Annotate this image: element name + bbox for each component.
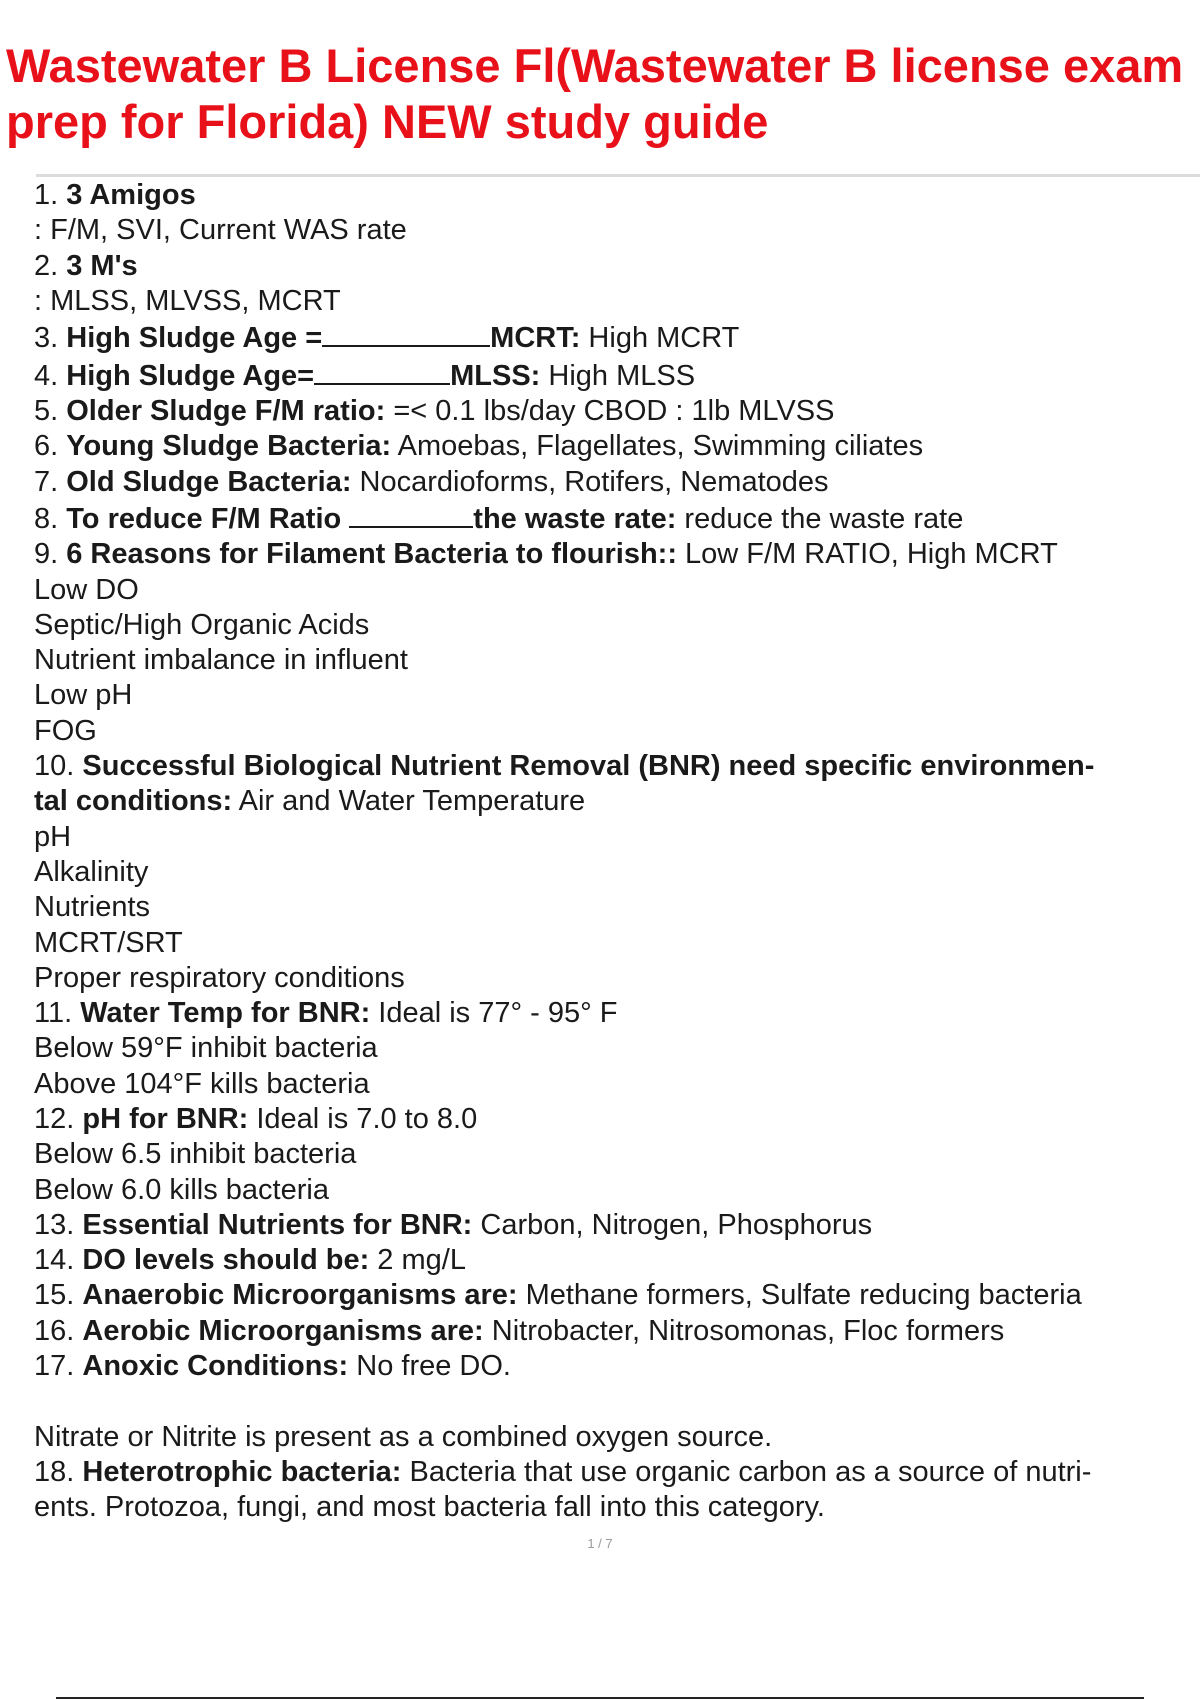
item-text: High MLSS <box>540 359 696 392</box>
document-title <box>6 38 1200 150</box>
question-10-continued <box>34 784 1194 819</box>
item-term: Successful Biological Nutrient Removal (BNR) need specific environmen- <box>82 750 1095 783</box>
item-number: 9. <box>34 538 59 571</box>
answer-line <box>34 573 1194 608</box>
item-text: 2 mg/L <box>369 1244 466 1277</box>
item-term: Heterotrophic bacteria: <box>82 1455 402 1488</box>
item-text: High MCRT <box>580 322 740 355</box>
item-number: 14. <box>34 1244 75 1277</box>
item-text: reduce the waste rate <box>676 502 964 535</box>
item-number: 8. <box>34 502 59 535</box>
item-text: Carbon, Nitrogen, Phosphorus <box>472 1208 873 1241</box>
item-number: 6. <box>34 430 59 463</box>
item-term: Anaerobic Microorganisms are: <box>82 1279 518 1312</box>
item-number: 7. <box>34 465 59 498</box>
item-text: Methane formers, Sulfate reducing bacteria <box>517 1279 1082 1312</box>
fill-in-blank <box>322 319 490 347</box>
answer-line <box>34 643 1194 678</box>
item-number: 10. <box>34 750 75 783</box>
answer-line <box>34 1137 1194 1172</box>
item-number: 2. <box>34 249 59 282</box>
item-text: MCRT/SRT <box>34 926 183 959</box>
answer-1 <box>34 213 1194 248</box>
item-term: 3 M's <box>66 249 138 282</box>
page-number: 1 / 7 <box>587 1536 613 1551</box>
question-9 <box>34 537 1194 572</box>
item-term: DO levels should be: <box>82 1244 370 1277</box>
item-text: Ideal is 7.0 to 8.0 <box>248 1103 478 1135</box>
item-text: Amoebas, Flagellates, Swimming ciliates <box>391 430 924 463</box>
item-term: Water Temp for BNR: <box>80 997 371 1030</box>
question-5 <box>34 394 1194 429</box>
item-text: ents. Protozoa, fungi, and most bacteria fall into this category. <box>34 1491 825 1524</box>
item-text: Alkalinity <box>34 855 149 888</box>
item-number: 15. <box>34 1279 75 1312</box>
item-term: To reduce F/M Ratio <box>66 502 350 535</box>
question-12 <box>34 1102 1194 1137</box>
title-divider <box>36 174 1200 177</box>
fill-in-blank <box>314 357 450 385</box>
answer-line <box>34 1173 1194 1208</box>
item-term: the waste rate: <box>473 502 677 535</box>
answer-line <box>34 1031 1194 1066</box>
question-10 <box>34 749 1194 784</box>
study-guide-content <box>34 178 1194 1526</box>
item-term: Aerobic Microorganisms are: <box>82 1314 484 1347</box>
item-text: Below 6.0 kills bacteria <box>34 1173 329 1206</box>
item-text: Low DO <box>34 573 139 606</box>
item-text: No free DO. <box>348 1350 511 1383</box>
answer-line <box>34 926 1194 961</box>
question-1 <box>34 178 1194 213</box>
item-text: Nitrobacter, Nitrosomonas, Floc formers <box>483 1314 1005 1347</box>
item-text: Above 104°F kills bacteria <box>34 1067 370 1100</box>
item-term: 6 Reasons for Filament Bacteria to flourish:: <box>66 538 677 571</box>
answer-2 <box>34 284 1194 319</box>
question-2 <box>34 249 1194 284</box>
title-line-1: Wastewater B License Fl(Wastewater B license exam <box>6 39 1184 92</box>
item-term: Essential Nutrients for BNR: <box>82 1208 473 1241</box>
fill-in-blank <box>349 500 473 528</box>
question-15 <box>34 1278 1194 1313</box>
item-text: : MLSS, MLVSS, MCRT <box>34 284 341 317</box>
item-term: MLSS: <box>450 359 541 392</box>
item-term: MCRT: <box>490 322 581 355</box>
item-text: Bacteria that use organic carbon as a source of nutri- <box>401 1455 1092 1488</box>
item-term: Older Sludge F/M ratio: <box>66 394 386 427</box>
item-text: Proper respiratory conditions <box>34 961 405 994</box>
question-4 <box>34 357 1194 394</box>
item-text: : F/M, SVI, Current WAS rate <box>34 214 407 247</box>
answer-line <box>34 714 1194 749</box>
item-text: =< 0.1 lbs/day CBOD : 1lb MLVSS <box>385 394 835 427</box>
question-13 <box>34 1208 1194 1243</box>
title-line-2: prep for Florida) NEW study guide <box>6 95 769 148</box>
answer-line <box>34 890 1194 925</box>
answer-line <box>34 961 1194 996</box>
item-number: 13. <box>34 1208 75 1241</box>
answer-line <box>34 1067 1194 1102</box>
question-8 <box>34 500 1194 537</box>
answer-line <box>34 855 1194 890</box>
item-term: High Sludge Age = <box>66 322 323 355</box>
answer-line <box>34 678 1194 713</box>
item-text: Below 6.5 inhibit bacteria <box>34 1138 357 1171</box>
question-7 <box>34 465 1194 500</box>
item-text: Low F/M RATIO, High MCRT <box>676 538 1058 571</box>
blank-line <box>34 1384 1194 1419</box>
question-18 <box>34 1455 1194 1490</box>
answer-line <box>34 1490 1194 1525</box>
item-term: tal conditions: <box>34 785 233 818</box>
item-text: Ideal is 77° - 95° F <box>370 997 618 1030</box>
item-text: Nutrients <box>34 891 151 924</box>
item-term: 3 Amigos <box>66 179 196 211</box>
item-number: 18. <box>34 1455 75 1488</box>
item-number: 1. <box>34 179 59 211</box>
footer-divider <box>56 1697 1144 1699</box>
item-number: 12. <box>34 1103 75 1135</box>
item-number: 4. <box>34 359 59 392</box>
item-term: pH for BNR: <box>82 1103 249 1135</box>
question-16 <box>34 1314 1194 1349</box>
answer-line <box>34 820 1194 855</box>
item-text: Septic/High Organic Acids <box>34 608 370 641</box>
item-text: Air and Water Temperature <box>232 785 586 818</box>
item-number: 17. <box>34 1350 75 1383</box>
question-14 <box>34 1243 1194 1278</box>
item-text: Nocardioforms, Rotifers, Nematodes <box>351 465 829 498</box>
item-term: Anoxic Conditions: <box>82 1350 349 1383</box>
item-number: 11. <box>34 997 73 1030</box>
item-number: 5. <box>34 394 59 427</box>
item-text: pH <box>34 820 72 853</box>
question-17 <box>34 1349 1194 1384</box>
item-text: Nutrient imbalance in influent <box>34 644 408 677</box>
answer-line <box>34 1420 1194 1455</box>
item-text: FOG <box>34 714 97 747</box>
item-term: Young Sludge Bacteria: <box>66 430 392 463</box>
item-text: Low pH <box>34 679 133 712</box>
item-term: Old Sludge Bacteria: <box>66 465 352 498</box>
answer-line <box>34 608 1194 643</box>
item-text: Below 59°F inhibit bacteria <box>34 1032 378 1065</box>
question-6 <box>34 429 1194 464</box>
item-term: High Sludge Age= <box>66 359 315 392</box>
question-3 <box>34 319 1194 356</box>
question-11 <box>34 996 1194 1031</box>
item-text: Nitrate or Nitrite is present as a combined oxygen source. <box>34 1420 773 1453</box>
item-number: 3. <box>34 322 59 355</box>
item-number: 16. <box>34 1314 75 1347</box>
